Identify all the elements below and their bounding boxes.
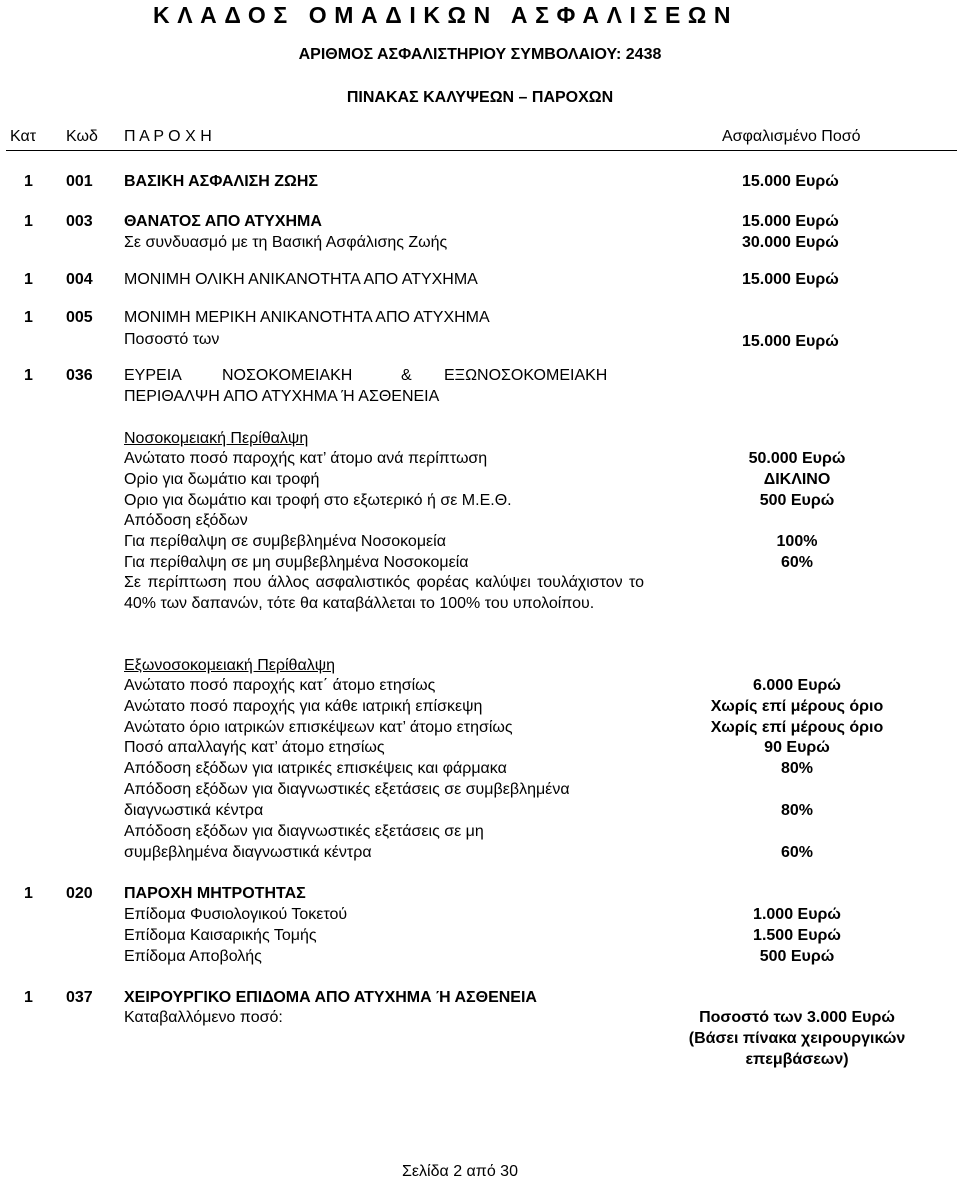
header-divider [6,150,957,151]
row-036-name-word-2: ΝΟΣΟΚΟΜΕΙΑΚΗ [222,367,353,384]
row-003-sub-amount: 30.000 Ευρώ [742,234,839,251]
outpatient-item-label: Ανώτατο όριο ιατρικών επισκέψεων κατ’ άτομο ετησίως [124,718,513,736]
row-003-name: ΘΑΝΑΤΟΣ ΑΠΟ ΑΤΥΧΗΜΑ [124,213,322,230]
row-005-name: ΜΟΝΙΜΗ ΜΕΡΙΚΗ ΑΝΙΚΑΝΟΤΗΤΑ ΑΠΟ ΑΤΥΧΗΜΑ [124,309,490,326]
document-title: ΚΛΑΔΟΣ ΟΜΑΔΙΚΩΝ ΑΣΦΑΛΙΣΕΩΝ [153,2,739,28]
maternity-item-value: 1.500 Ευρώ [753,927,841,944]
column-header-cat: Κατ [10,128,37,145]
hospital-item-value: 60% [780,554,814,571]
maternity-item-label: Επίδομα Αποβολής [124,948,262,965]
row-020-cat: 1 [24,885,33,902]
row-001-name: ΒΑΣΙΚΗ ΑΣΦΑΛΙΣΗ ΖΩΗΣ [124,173,319,190]
outpatient-item-value: 90 Ευρώ [764,739,830,757]
outpatient-contracted-value: 80% [780,802,814,819]
row-037-value-line1: Ποσοστό των 3.000 Ευρώ [699,1009,895,1026]
row-020-name: ΠΑΡΟΧΗ ΜΗΤΡΟΤΗΤΑΣ [124,885,306,902]
row-003-cat: 1 [24,213,33,230]
row-036-name-line2: ΠΕΡΙΘΑΛΨΗ ΑΠΟ ΑΤΥΧΗΜΑ Ή ΑΣΘΕΝΕΙΑ [124,388,440,405]
row-036-name-word-1: ΕΥΡΕΙΑ [124,367,182,384]
outpatient-contracted-line2: διαγνωστικά κέντρα [124,802,264,819]
outpatient-item-label: Ανώτατο ποσό παροχής για κάθε ιατρική επίσκεψη [124,697,483,715]
row-001-cat: 1 [24,173,33,190]
maternity-item-value: 1.000 Ευρώ [753,906,841,923]
outpatient-item-value: 80% [780,760,814,778]
row-004-amount: 15.000 Ευρώ [742,271,839,288]
outpatient-contracted-line1: Απόδοση εξόδων για διαγνωστικές εξετάσεις σε συμβεβλημένα [124,781,570,798]
outpatient-item-label: Απόδοση εξόδων για ιατρικές επισκέψεις και φάρμακα [124,760,507,778]
outpatient-item-label: Ανώτατο ποσό παροχής κατ΄ άτομο ετησίως [124,677,436,694]
row-004-code: 004 [66,271,93,288]
row-037-value-line2: (Βάσει πίνακα χειρουργικών [688,1030,906,1047]
outpatient-noncontracted-line1: Απόδοση εξόδων για διαγνωστικές εξετάσεις σε μη [124,823,484,840]
maternity-item-label: Επίδομα Φυσιολογικού Τοκετού [124,906,348,923]
row-020-code: 020 [66,885,93,902]
column-header-benefit: Π Α Ρ Ο Χ Η [124,128,212,145]
hospital-item-label: Ανώτατο ποσό παροχής κατ’ άτομο ανά περίπτωση [124,450,488,467]
row-003-amount: 15.000 Ευρώ [742,213,839,230]
row-004-cat: 1 [24,271,33,288]
outpatient-heading: Εξωνοσοκομειακή Περίθαλψη [124,657,335,674]
table-title: ΠΙΝΑΚΑΣ ΚΑΛΥΨΕΩΝ – ΠΑΡΟΧΩΝ [346,89,614,106]
hospital-note: Σε περίπτωση που άλλος ασφαλιστικός φορέας καλύψει τουλάχιστον το 40% των δαπανών, τότε θα καταβάλλεται το 100% του υπολοίπου. [124,574,644,612]
hospital-item-value: 50.000 Ευρώ [748,450,846,467]
hospital-item-value: 100% [776,533,818,551]
hospital-item-label: Οριο για δωμάτιο και τροφή στο εξωτερικό ή σε Μ.Ε.Θ. [124,491,512,509]
page-number: Σελίδα 2 από 30 [402,1163,518,1180]
hospital-item-value: 500 Ευρώ [759,491,835,509]
column-header-code: Κωδ [66,128,98,145]
outpatient-noncontracted-line2: συμβεβλημένα διαγνωστικά κέντρα [124,844,372,861]
outpatient-item-label: Ποσό απαλλαγής κατ’ άτομο ετησίως [124,739,385,757]
hospital-item-label: Απόδοση εξόδων [124,512,248,530]
row-001-code: 001 [66,173,93,190]
hospital-item-value: ΔΙΚΛΙΝΟ [763,470,831,488]
row-004-name: ΜΟΝΙΜΗ ΟΛΙΚΗ ΑΝΙΚΑΝΟΤΗΤΑ ΑΠΟ ΑΤΥΧΗΜΑ [124,271,478,288]
row-036-code: 036 [66,367,93,384]
row-005-code: 005 [66,309,93,326]
row-003-sub: Σε συνδυασμό με τη Βασική Ασφάλισης Ζωής [124,234,448,251]
row-005-amount: 15.000 Ευρώ [742,333,839,350]
row-036-name-word-4: ΕΞΩΝΟΣΟΚΟΜΕΙΑΚΗ [444,367,608,384]
outpatient-noncontracted-value: 60% [780,844,814,861]
row-005-cat: 1 [24,309,33,326]
row-037-code: 037 [66,989,93,1006]
row-005-sub: Ποσοστό των [124,331,220,348]
hospital-heading: Νοσοκομειακή Περίθαλψη [124,430,309,447]
outpatient-item-value: Χωρίς επί μέρους όριο [710,697,884,715]
row-037-sub: Καταβαλλόμενο ποσό: [124,1009,283,1026]
row-037-name: ΧΕΙΡΟΥΡΓΙΚΟ ΕΠΙΔΟΜΑ ΑΠΟ ΑΤΥΧΗΜΑ Ή ΑΣΘΕΝΕΙΑ [124,989,537,1006]
row-036-cat: 1 [24,367,33,384]
hospital-item-label: Ορio για δωμάτιο και τροφή [124,470,320,488]
maternity-item-label: Επίδομα Καισαρικής Τομής [124,927,317,944]
row-003-code: 003 [66,213,93,230]
row-001-amount: 15.000 Ευρώ [742,173,839,190]
row-037-value-line3: επεμβάσεων) [745,1051,849,1068]
hospital-item-label: Για περίθαλψη σε μη συμβεβλημένα Νοσοκομεία [124,554,469,571]
outpatient-item-value: 6.000 Ευρώ [753,677,841,694]
outpatient-item-value: Χωρίς επί μέρους όριο [710,718,884,736]
policy-number: ΑΡΙΘΜΟΣ ΑΣΦΑΛΙΣΤΗΡΙΟΥ ΣΥΜΒΟΛΑΙΟΥ: 2438 [298,46,662,63]
hospital-item-label: Για περίθαλψη σε συμβεβλημένα Νοσοκομεία [124,533,446,551]
maternity-item-value: 500 Ευρώ [759,948,835,965]
column-header-amount: Ασφαλισμένο Ποσό [722,128,861,145]
row-036-name-word-3: & [401,367,412,384]
row-037-cat: 1 [24,989,33,1006]
